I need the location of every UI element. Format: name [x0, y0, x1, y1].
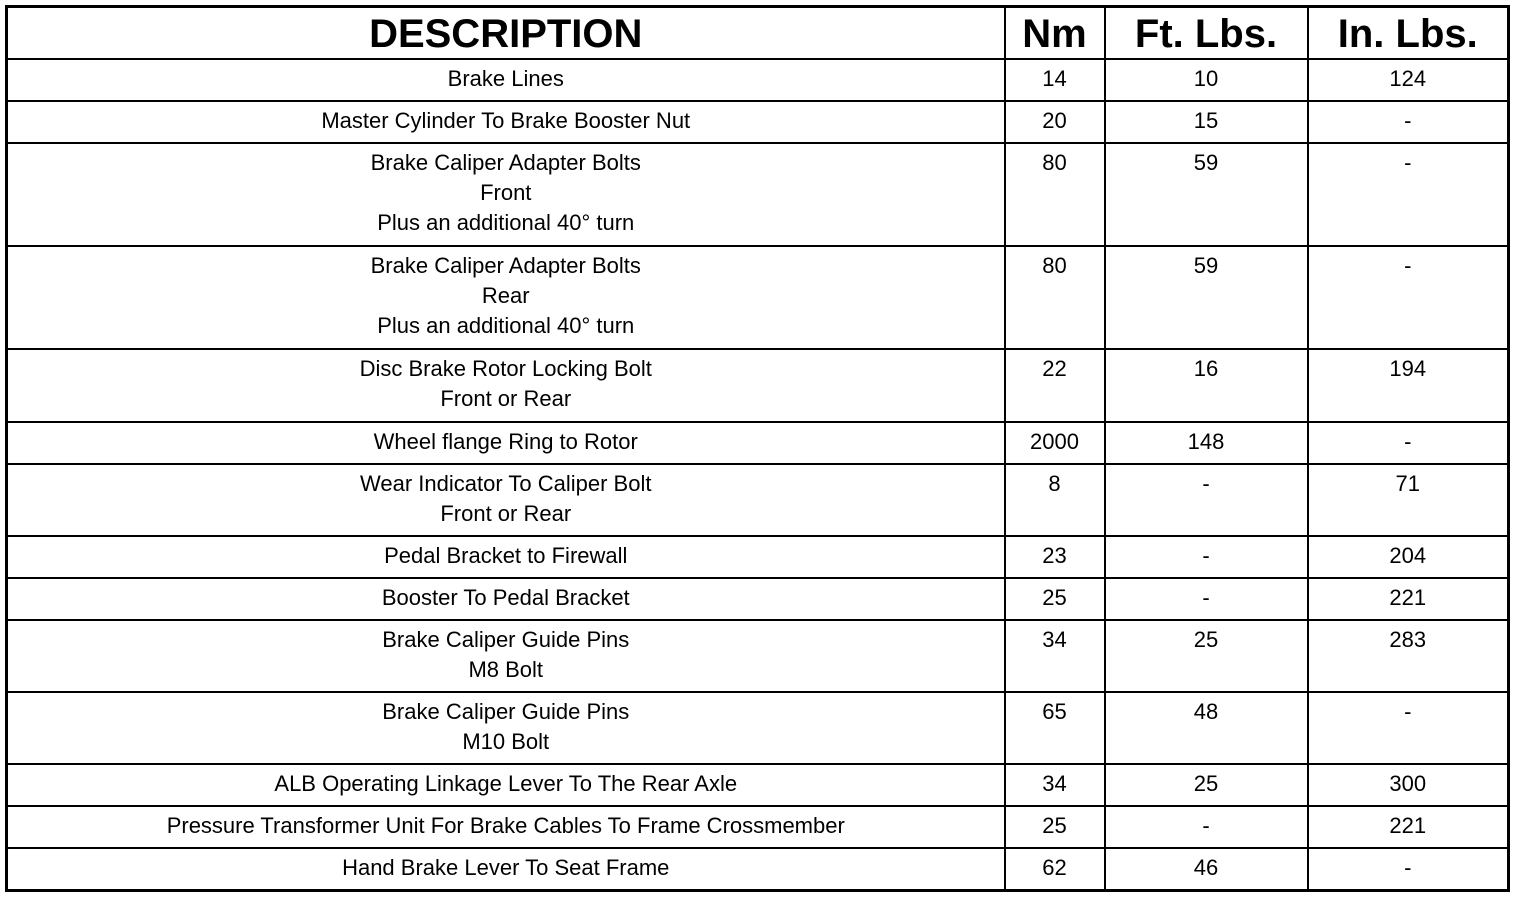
cell-description [7, 422, 1005, 464]
cell-nm: 25 [1005, 806, 1105, 848]
cell-description [7, 692, 1005, 764]
cell-nm: 80 [1005, 143, 1105, 246]
description-line: Plus an additional 40° turn [377, 313, 635, 339]
description-line: Master Cylinder To Brake Booster Nut [321, 108, 691, 134]
header-ft-lbs: Ft. Lbs. [1105, 7, 1308, 60]
cell-ft-lbs: 48 [1105, 692, 1308, 764]
table-row [7, 143, 1509, 246]
cell-ft-lbs: 16 [1105, 349, 1308, 421]
cell-in-lbs: - [1308, 143, 1509, 246]
table-row [7, 578, 1509, 620]
cell-ft-lbs: 59 [1105, 246, 1308, 349]
cell-description [7, 848, 1005, 890]
cell-in-lbs: - [1308, 101, 1509, 143]
cell-description [7, 101, 1005, 143]
description-line: Rear [481, 283, 530, 309]
description-line: Front or Rear [440, 500, 572, 526]
table-row [7, 59, 1509, 101]
cell-ft-lbs: 148 [1105, 422, 1308, 464]
table-row [7, 848, 1509, 890]
cell-nm: 65 [1005, 692, 1105, 764]
cell-ft-lbs: 10 [1105, 59, 1308, 101]
cell-description [7, 349, 1005, 421]
description-line: M8 Bolt [468, 656, 544, 682]
description-line: Booster To Pedal Bracket [381, 584, 630, 610]
description-line: Brake Caliper Adapter Bolts [370, 253, 641, 279]
table-row [7, 764, 1509, 806]
cell-description [7, 578, 1005, 620]
description-line: M10 Bolt [462, 729, 550, 755]
cell-in-lbs: - [1308, 246, 1509, 349]
cell-in-lbs: 283 [1308, 620, 1509, 692]
table-row [7, 349, 1509, 421]
table-row [7, 620, 1509, 692]
cell-ft-lbs: 25 [1105, 620, 1308, 692]
table-row [7, 806, 1509, 848]
description-line: Wheel flange Ring to Rotor [373, 428, 638, 454]
cell-nm: 34 [1005, 620, 1105, 692]
header-nm: Nm [1005, 7, 1105, 60]
cell-nm: 2000 [1005, 422, 1105, 464]
cell-description [7, 620, 1005, 692]
cell-ft-lbs: 15 [1105, 101, 1308, 143]
cell-in-lbs: - [1308, 692, 1509, 764]
cell-in-lbs: 71 [1308, 464, 1509, 536]
description-line: Brake Caliper Adapter Bolts [370, 150, 641, 176]
description-line: Brake Caliper Guide Pins [382, 626, 630, 652]
description-line: Plus an additional 40° turn [377, 210, 635, 236]
cell-in-lbs: 194 [1308, 349, 1509, 421]
cell-nm: 23 [1005, 536, 1105, 578]
cell-nm: 34 [1005, 764, 1105, 806]
cell-description [7, 764, 1005, 806]
cell-in-lbs: - [1308, 848, 1509, 890]
description-line: Wear Indicator To Caliper Bolt [360, 470, 652, 496]
cell-nm: 25 [1005, 578, 1105, 620]
description-line: Disc Brake Rotor Locking Bolt [359, 356, 652, 382]
table-row [7, 692, 1509, 764]
cell-nm: 8 [1005, 464, 1105, 536]
description-line: Front [480, 180, 532, 206]
cell-description [7, 806, 1005, 848]
cell-description [7, 536, 1005, 578]
description-line: Pressure Transformer Unit For Brake Cables To Frame Crossmember [166, 813, 845, 839]
cell-in-lbs: - [1308, 422, 1509, 464]
table-body [7, 59, 1509, 891]
cell-nm: 62 [1005, 848, 1105, 890]
description-line: Pedal Bracket to Firewall [384, 542, 628, 568]
cell-ft-lbs: - [1105, 806, 1308, 848]
table-row [7, 101, 1509, 143]
header-in-lbs: In. Lbs. [1308, 7, 1509, 60]
cell-nm: 80 [1005, 246, 1105, 349]
header-description: DESCRIPTION [7, 7, 1005, 60]
table-row [7, 536, 1509, 578]
cell-ft-lbs: - [1105, 536, 1308, 578]
header-row [7, 7, 1509, 60]
description-line: ALB Operating Linkage Lever To The Rear Axle [274, 771, 738, 797]
cell-in-lbs: 124 [1308, 59, 1509, 101]
cell-description [7, 143, 1005, 246]
cell-nm: 22 [1005, 349, 1105, 421]
description-line: Hand Brake Lever To Seat Frame [342, 855, 670, 881]
table-row [7, 246, 1509, 349]
torque-specifications-table [5, 5, 1510, 892]
cell-ft-lbs: 59 [1105, 143, 1308, 246]
cell-ft-lbs: - [1105, 464, 1308, 536]
cell-in-lbs: 221 [1308, 806, 1509, 848]
table-row [7, 464, 1509, 536]
table-row [7, 422, 1509, 464]
cell-description [7, 59, 1005, 101]
description-line: Front or Rear [440, 386, 572, 412]
description-line: Brake Caliper Guide Pins [382, 699, 630, 725]
cell-ft-lbs: 25 [1105, 764, 1308, 806]
description-line: Brake Lines [447, 66, 564, 91]
cell-nm: 20 [1005, 101, 1105, 143]
cell-in-lbs: 300 [1308, 764, 1509, 806]
cell-description [7, 464, 1005, 536]
cell-in-lbs: 221 [1308, 578, 1509, 620]
cell-ft-lbs: 46 [1105, 848, 1308, 890]
cell-in-lbs: 204 [1308, 536, 1509, 578]
cell-description [7, 246, 1005, 349]
cell-ft-lbs: - [1105, 578, 1308, 620]
cell-nm: 14 [1005, 59, 1105, 101]
